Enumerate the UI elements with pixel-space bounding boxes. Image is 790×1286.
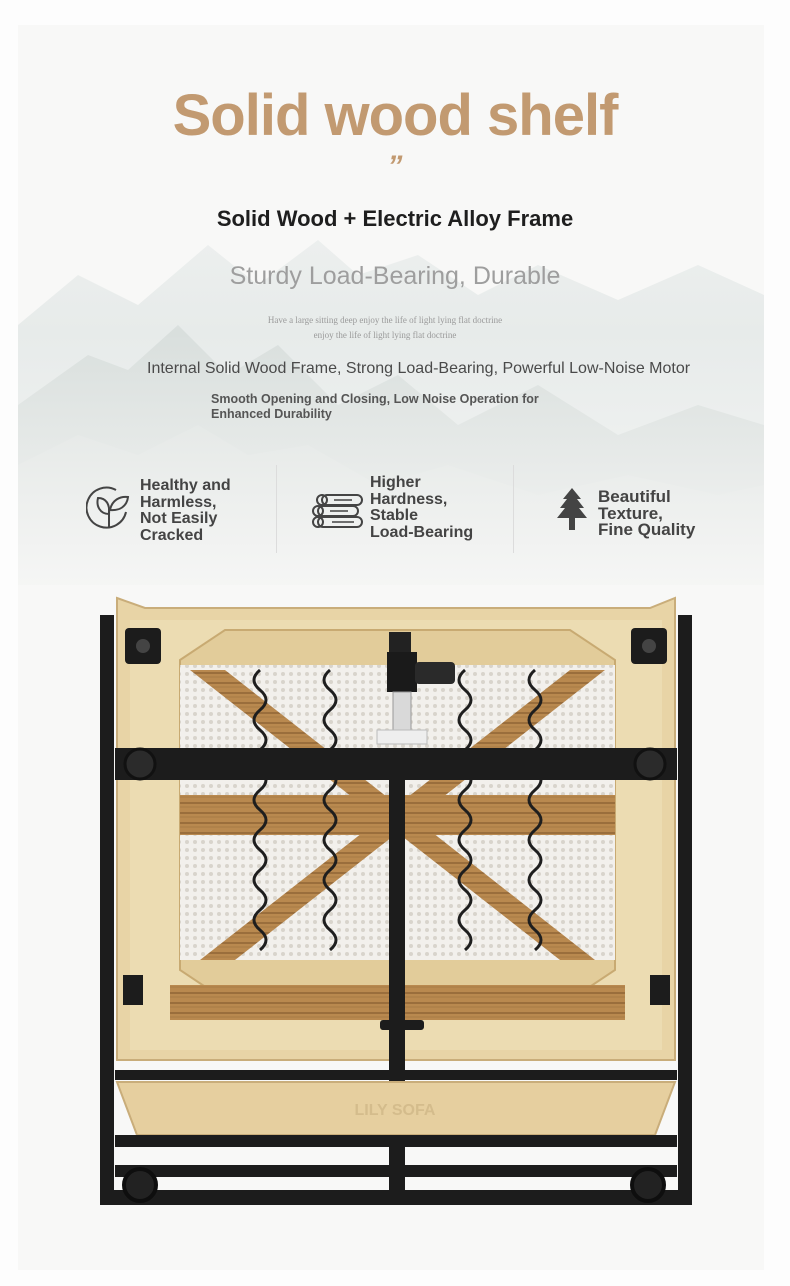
page-title: Solid wood shelf [172,83,618,148]
feature-label-hardness: Higher Hardness, Stable Load-Bearing [370,474,474,541]
feature-divider [513,465,514,553]
feature-divider [276,465,277,553]
leaf-icon [86,484,132,539]
sofa-bed-frame-illustration [95,590,695,1210]
description-secondary: Smooth Opening and Closing, Low Noise Operation for Enhanced Durability [211,392,539,421]
tagline: Sturdy Load-Bearing, Durable [229,262,561,290]
tree-icon [555,486,589,537]
description: Internal Solid Wood Frame, Strong Load-Bearing, Powerful Low-Noise Motor [147,360,691,377]
fine-print-line-1: Have a large sitting deep enjoy the life of light lying flat doctrine [267,315,503,325]
feature-label-texture: Beautiful Texture, Fine Quality [598,487,696,539]
feature-label-healthy: Healthy and Harmless, Not Easily Cracked [140,477,231,544]
fine-print-line-2: enjoy the life of light lying flat doctrine [313,330,457,340]
quote-mark: ” [387,150,403,183]
subtitle: Solid Wood + Electric Alloy Frame [216,206,574,231]
logs-icon [312,492,364,533]
watermark: LILY SOFA [354,1102,436,1119]
